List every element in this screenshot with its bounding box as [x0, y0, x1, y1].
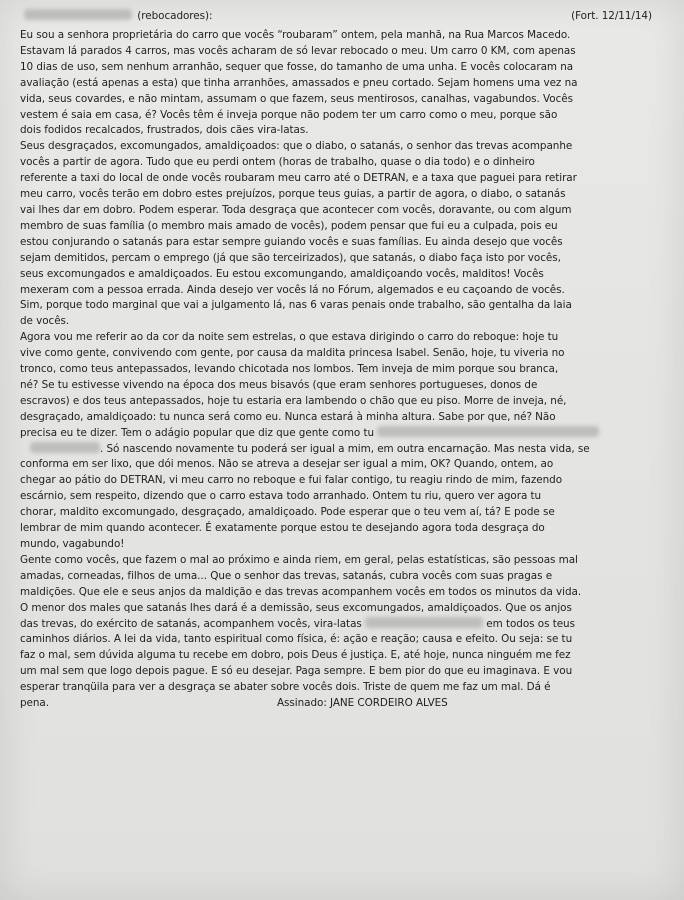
text-line: um mal sem que logo depois pague. E só eu desejar. Paga sempre. E bem pior do que eu imaginava. E vou	[20, 665, 573, 678]
text-line: meu carro, vocês terão em dobro estes prejuízos, porque teus guias, a partir de agora, o diabo, o satanás	[20, 188, 566, 201]
text-line: tronco, como teus antepassados, levando chicotada nos lombos. Tem inveja de mim porque sou branca,	[20, 363, 559, 376]
text-line: estou conjurando o satanás para estar sempre guiando vocês e suas famílias. Eu ainda desejo que vocês	[20, 235, 563, 248]
text-line: vestem é saia em casa, é? Vocês têm é inveja porque não podem ter um carro como o meu, porque são	[20, 108, 558, 121]
text-line: Sim, porque todo marginal que vai a julgamento lá, nas 6 varas penais onde trabalho, são gentalha da laia	[20, 299, 572, 312]
text-line: conforma em ser lixo, que dói menos. Não se atreva a desejar ser igual a mim, OK? Quando, ontem, ao	[20, 458, 554, 471]
text-line: caminhos diários. A lei da vida, tanto espiritual como física, é: ação e reação; causa e efeito. Ou seja: se tu	[20, 633, 573, 646]
text-line: faz o mal, sem dúvida alguma tu recebe em dobro, pois Deus é justiça. E, até hoje, nunca ninguém me fez	[20, 649, 571, 662]
text-line: maldições. Que ele e seus anjos da maldição e das trevas acompanhem vocês em todos os minutos da vida.	[20, 585, 582, 598]
text-line: Seus desgraçados, excomungados, amaldiçoados: que o diabo, o satanás, o senhor das trevas acompanhe	[20, 140, 573, 153]
text-line: escárnio, sem respeito, dizendo que o carro estava todo arranhado. Ontem tu riu, quero ver agora tu	[20, 490, 542, 503]
signature: Assinado: JANE CORDEIRO ALVES	[277, 697, 448, 710]
text-line: O menor dos males que satanás lhes dará é a demissão, seus excomungados, amaldiçoados. Que os anjos	[20, 601, 572, 614]
text-line: mundo, vagabundo!	[20, 538, 125, 550]
text-line	[20, 617, 672, 633]
text-line: membro de suas família (o membro mais amado de vocês), podem pensar que fui eu a culpada, pois eu	[20, 219, 558, 232]
addressee	[20, 9, 212, 28]
text-line	[20, 442, 672, 458]
text-line: Estavam lá parados 4 carros, mas vocês acharam de só levar rebocado o meu. Um carro 0 KM, com apenas	[20, 44, 576, 57]
text-line	[20, 696, 672, 712]
text-segment: das trevas, do exército de satanás, acompanhem vocês, vira-latas	[20, 617, 362, 630]
text-line: seus excomungados e amaldiçoados. Eu estou excomungando, amaldiçoando vocês, malditos! Vocês	[20, 267, 544, 280]
text-segment: em todos os teus	[486, 617, 575, 630]
text-line: escravos) e dos teus antepassados, hoje tu estaria era lambendo o chão que eu piso. Morre de inveja, né,	[20, 394, 567, 407]
text-line: lembrar de mim quando acontecer. É exatamente porque estou te desejando agora toda desgraça do	[20, 522, 545, 535]
text-line: né? Se tu estivesse vivendo na época dos meus bisavós (que eram senhores portugueses, donos de	[20, 378, 538, 391]
text-line: esperar tranqüila para ver a desgraça se abater sobre vocês dois. Triste de quem me faz um mal. Dá é	[20, 681, 551, 694]
text-line: amadas, corneadas, filhos de uma... Que o senhor das trevas, satanás, cubra vocês com suas pragas e	[20, 569, 553, 582]
redacted-recipient-name	[24, 9, 132, 20]
text-line: sejam demitidos, percam o emprego (já que são terceirizados), que satanás, o diabo faça isto por vocês,	[20, 251, 561, 264]
text-segment: pena.	[20, 697, 49, 710]
letter-body	[20, 9, 672, 712]
text-line: chegar ao pátio do DETRAN, vi meu carro no reboque e fui falar contigo, tu reagiu rindo de mim, fazendo	[20, 474, 563, 487]
text-line: Gente como vocês, que fazem o mal ao próximo e ainda riem, em geral, pelas estatísticas, são pessoas mal	[20, 553, 578, 566]
text-line	[20, 426, 672, 442]
text-line: referente a taxi do local de onde vocês roubaram meu carro até o DETRAN, e a taxa que paguei para retirar	[20, 172, 577, 185]
addressee-suffix: (rebocadores):	[137, 10, 213, 22]
text-line: avaliação (está apenas a esta) que tinha arranhões, amassados e pneu cortado. Sejam homens uma vez na	[20, 76, 578, 89]
text-line: mexeram com a pessoa errada. Ainda desejo ver vocês lá no Fórum, algemados e eu caçoando de vocês.	[20, 283, 565, 296]
text-line: Agora vou me referir ao da cor da noite sem estrelas, o que estava dirigindo o carro do reboque: hoje tu	[20, 331, 559, 344]
text-line: Eu sou a senhora proprietária do carro que vocês “roubaram” ontem, pela manhã, na Rua Marcos Macedo.	[20, 29, 571, 41]
letter-header	[20, 9, 672, 28]
redacted-adagio-end	[30, 442, 100, 453]
text-line: vida, seus covardes, e não mintam, assumam o que fazem, seus mentirosos, canalhas, vagabundos. Vocês	[20, 92, 573, 105]
text-line: chorar, maldito excomungado, desgraçado, amaldiçoado. Pode esperar que o teu vem aí, tá? E pode se	[20, 506, 555, 519]
redacted-names	[365, 617, 483, 628]
text-line: dois fodidos recalcados, frustrados, dois cães vira-latas.	[20, 124, 309, 137]
text-line: desgraçado, amaldiçoado: tu nunca será como eu. Nunca estará à minha altura. Sabe por que, né? Não	[20, 410, 556, 423]
text-segment: . Só nascendo novamente tu poderá ser igual a mim, em outra encarnação. Mas nesta vida, se	[100, 442, 590, 455]
text-line: 10 dias de uso, sem nenhum arranhão, sequer que fosse, do tamanho de uma unha. E vocês colocaram na	[20, 60, 574, 73]
letter-date: (Fort. 12/11/14)	[571, 10, 652, 22]
text-line: de vocês.	[20, 315, 70, 328]
text-segment: precisa eu te dizer. Tem o adágio popular que diz que gente como tu	[20, 426, 375, 439]
redacted-adagio	[377, 426, 599, 437]
text-line: vocês a partir de agora. Tudo que eu perdi ontem (horas de trabalho, quase o dia todo) e o dinheiro	[20, 156, 535, 169]
text-line: vive como gente, convivendo com gente, por causa da maldita princesa Isabel. Senão, hoje, tu viveria no	[20, 347, 565, 360]
text-line: vai lhes dar em dobro. Podem esperar. Toda desgraça que acontecer com vocês, doravante, ou com algum	[20, 203, 572, 216]
